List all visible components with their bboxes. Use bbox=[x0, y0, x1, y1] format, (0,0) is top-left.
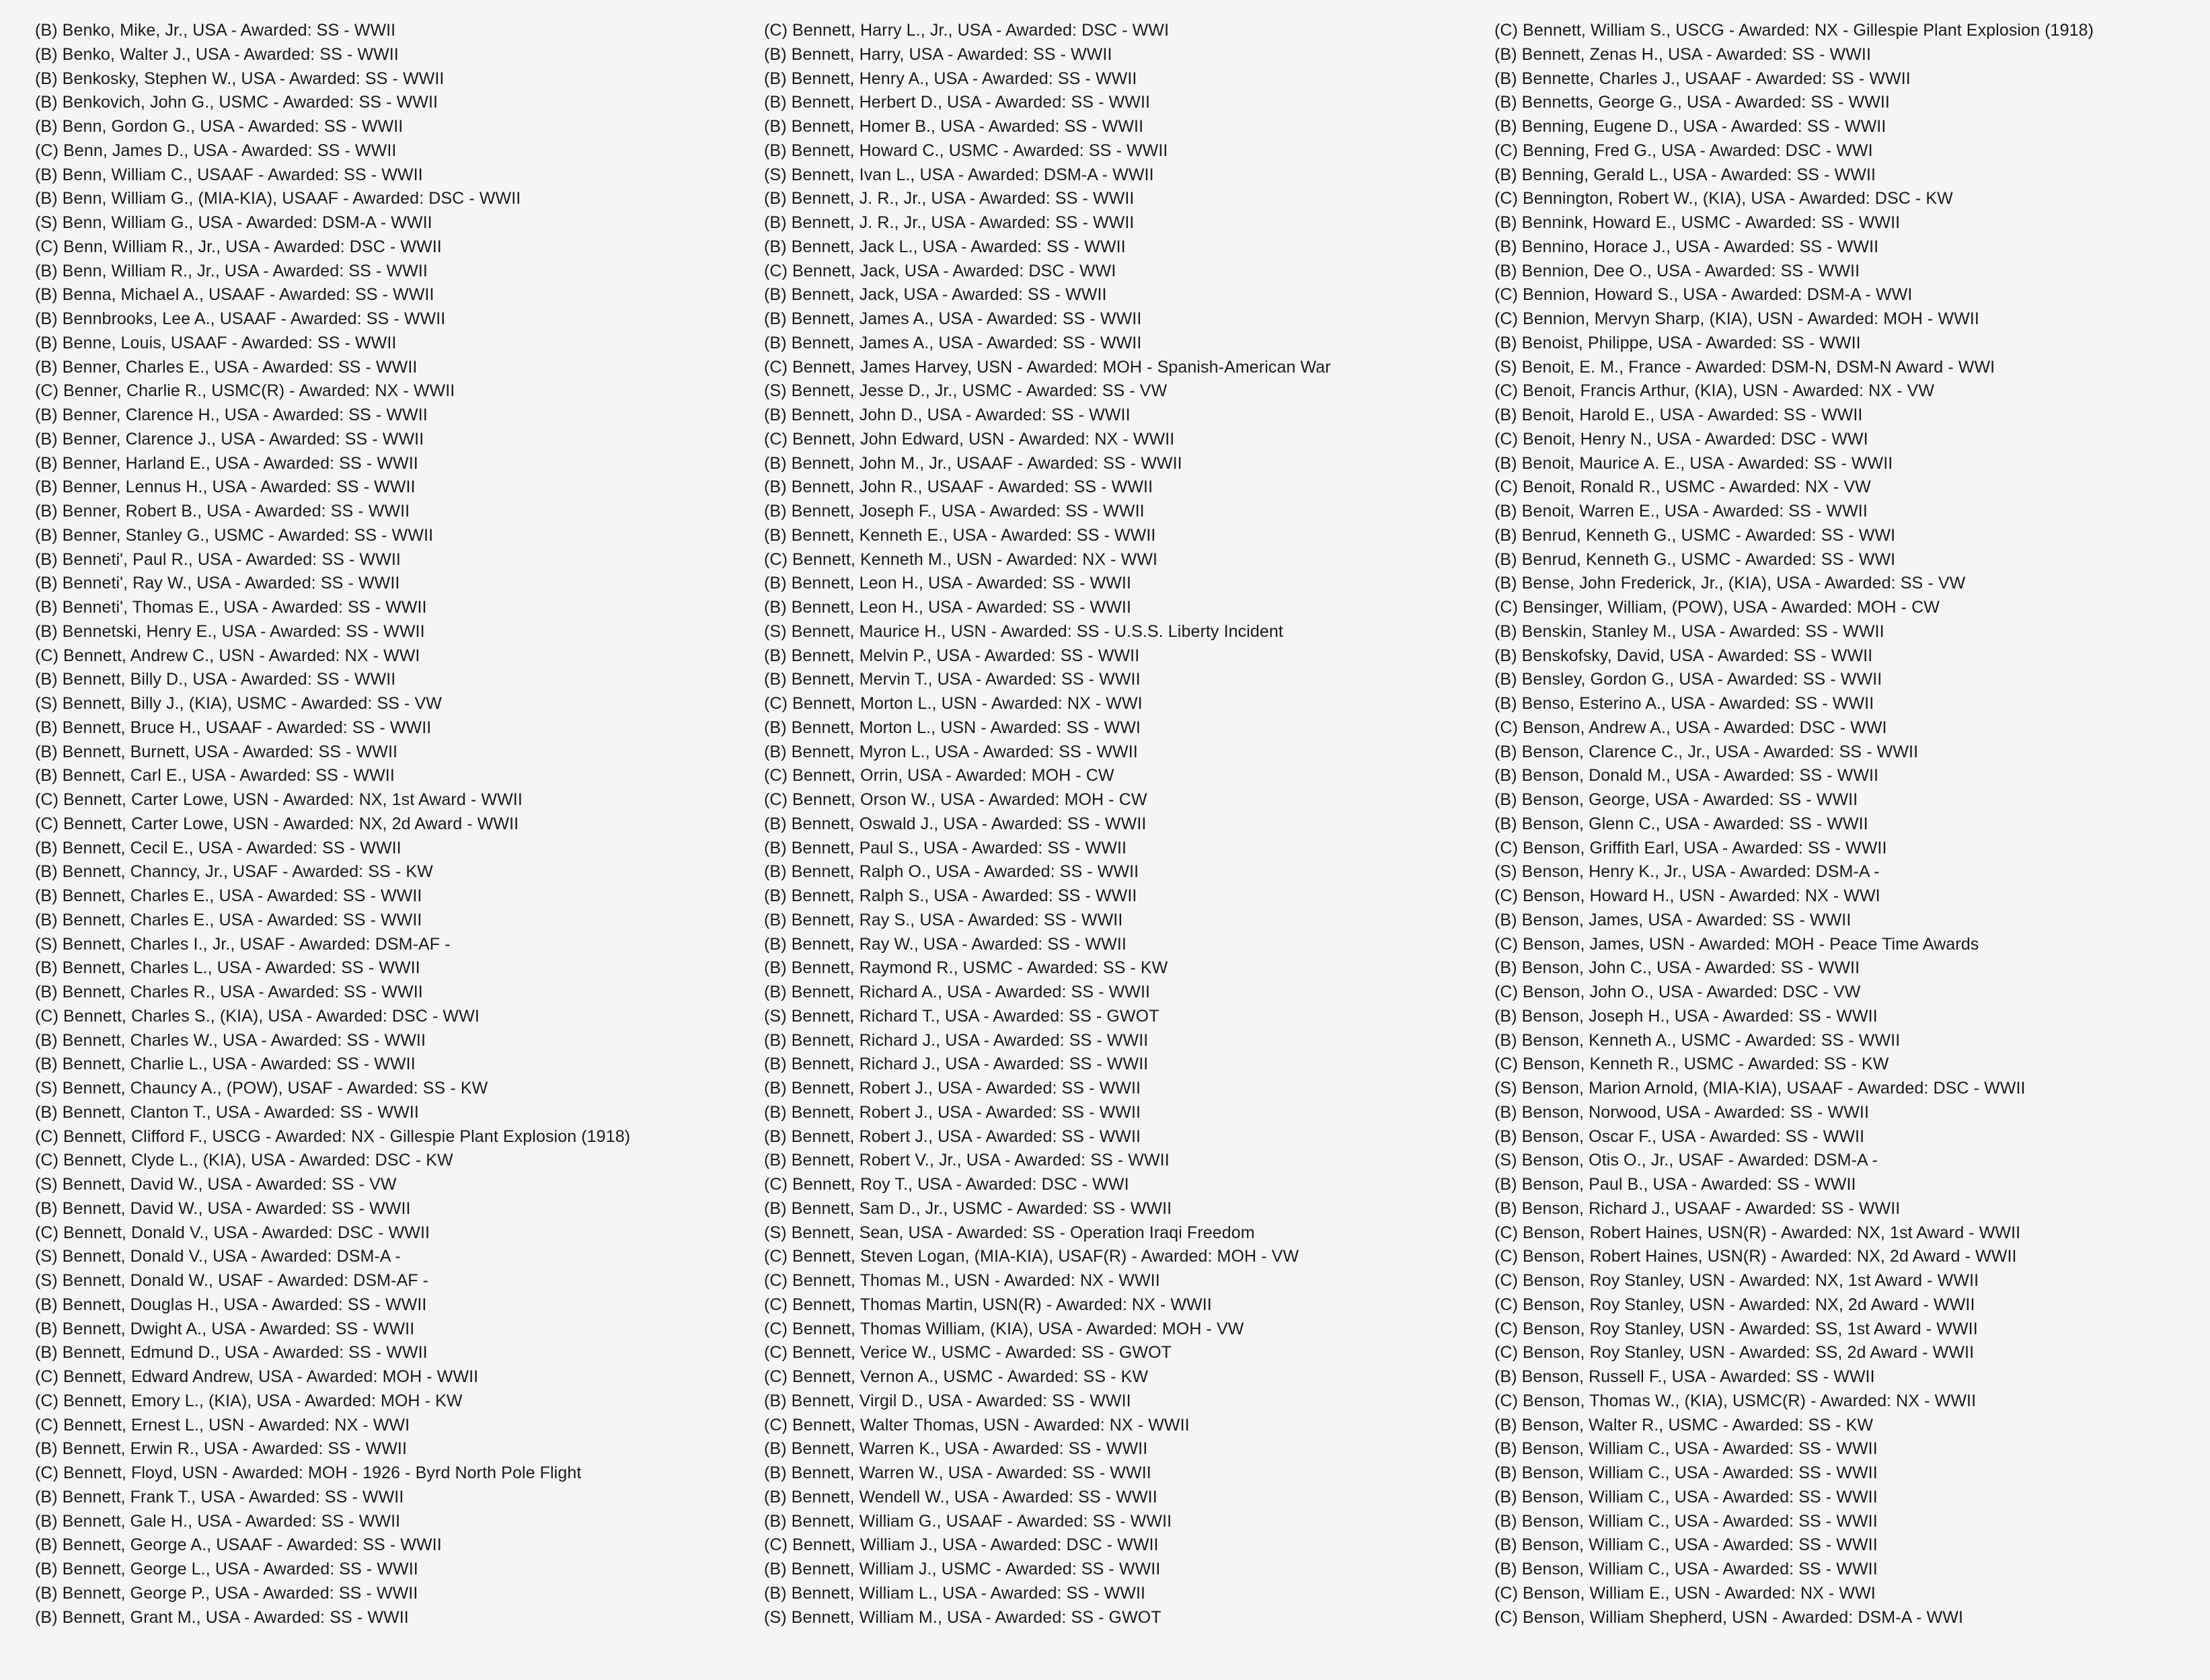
award-entry: (B) Benson, William C., USA - Awarded: SS - WWII bbox=[1494, 1535, 1878, 1555]
award-entry: (C) Benn, William R., Jr., USA - Awarded: DSC - WWII bbox=[35, 237, 442, 256]
award-entry: (B) Bennett, Charles W., USA - Awarded: SS - WWII bbox=[35, 1030, 426, 1050]
award-entry: (C) Bennett, Clyde L., (KIA), USA - Awarded: DSC - KW bbox=[35, 1151, 453, 1170]
award-entry: (B) Bennett, Ralph O., USA - Awarded: SS - WWII bbox=[764, 862, 1139, 882]
award-entry: (C) Benson, Kenneth R., USMC - Awarded: SS - KW bbox=[1494, 1055, 1889, 1074]
award-entry: (C) Benson, Griffith Earl, USA - Awarded: SS - WWII bbox=[1494, 838, 1887, 857]
award-entry: (B) Bennett, David W., USA - Awarded: SS - WWII bbox=[35, 1198, 411, 1218]
award-entry: (C) Bennett, Vernon A., USMC - Awarded: SS - KW bbox=[764, 1367, 1149, 1386]
award-entry: (B) Bennett, Warren W., USA - Awarded: SS - WWII bbox=[764, 1463, 1151, 1482]
award-entry: (B) Benson, Paul B., USA - Awarded: SS - WWII bbox=[1494, 1175, 1856, 1194]
column-3 bbox=[1494, 19, 2207, 1630]
award-entry: (B) Benner, Lennus H., USA - Awarded: SS - WWII bbox=[35, 478, 416, 497]
award-entry: (B) Benkovich, John G., USMC - Awarded: SS - WWII bbox=[35, 93, 439, 112]
award-entry: (C) Benoit, Henry N., USA - Awarded: DSC - WWI bbox=[1494, 429, 1868, 449]
award-entry: (B) Bennett, Richard J., USA - Awarded: SS - WWII bbox=[764, 1030, 1149, 1050]
award-entry: (C) Bennett, Ernest L., USN - Awarded: NX - WWI bbox=[35, 1415, 410, 1435]
award-entry: (B) Bennett, Burnett, USA - Awarded: SS - WWII bbox=[35, 742, 398, 761]
award-entry: (B) Bennett, Charles L., USA - Awarded: SS - WWII bbox=[35, 958, 420, 978]
column-2 bbox=[764, 19, 1477, 1630]
award-entry: (B) Bennett, Channcy, Jr., USAF - Awarded: SS - KW bbox=[35, 862, 433, 882]
award-entry: (C) Bennett, John Edward, USN - Awarded: NX - WWII bbox=[764, 429, 1175, 449]
award-entry: (B) Benson, Joseph H., USA - Awarded: SS - WWII bbox=[1494, 1006, 1878, 1026]
award-entry: (C) Bennett, Donald V., USA - Awarded: DSC - WWII bbox=[35, 1223, 430, 1242]
award-entry: (B) Benson, Walter R., USMC - Awarded: SS - KW bbox=[1494, 1415, 1874, 1435]
award-entry: (B) Bennett, Jack, USA - Awarded: SS - WWII bbox=[764, 285, 1107, 305]
award-entry: (B) Bennett, George P., USA - Awarded: SS - WWII bbox=[35, 1583, 418, 1603]
award-entry: (B) Bennett, Leon H., USA - Awarded: SS - WWII bbox=[764, 574, 1132, 593]
award-entry: (C) Benson, Roy Stanley, USN - Awarded: SS, 2d Award - WWII bbox=[1494, 1343, 1975, 1363]
award-entry: (B) Bennink, Howard E., USMC - Awarded: SS - WWII bbox=[1494, 213, 1901, 232]
award-entry: (B) Benrud, Kenneth G., USMC - Awarded: SS - WWI bbox=[1494, 525, 1896, 545]
award-entry: (B) Benoist, Philippe, USA - Awarded: SS - WWII bbox=[1494, 333, 1861, 352]
award-entry: (B) Bennett, William J., USMC - Awarded: SS - WWII bbox=[764, 1560, 1161, 1578]
award-entry: (C) Benson, Roy Stanley, USN - Awarded: SS, 1st Award - WWII bbox=[1494, 1319, 1978, 1338]
award-entry: (B) Bennett, Dwight A., USA - Awarded: SS - WWII bbox=[35, 1319, 415, 1338]
award-entry: (B) Benn, William C., USAAF - Awarded: SS - WWII bbox=[35, 165, 423, 184]
award-entry: (C) Benoit, Francis Arthur, (KIA), USN - Awarded: NX - VW bbox=[1494, 381, 1935, 401]
award-entry: (B) Bennett, Zenas H., USA - Awarded: SS - WWII bbox=[1494, 44, 1871, 64]
award-entry: (B) Bennett, J. R., Jr., USA - Awarded: SS - WWII bbox=[764, 213, 1135, 232]
award-entry: (C) Bennett, Floyd, USN - Awarded: MOH - 1926 - Byrd North Pole Flight bbox=[35, 1463, 582, 1482]
award-entry: (B) Bennett, Robert J., USA - Awarded: SS - WWII bbox=[764, 1102, 1141, 1122]
award-entry: (B) Benko, Mike, Jr., USA - Awarded: SS - WWII bbox=[35, 21, 396, 40]
award-entry: (B) Bennett, Bruce H., USAAF - Awarded: SS - WWII bbox=[35, 718, 432, 737]
award-entry: (B) Bennett, Ray W., USA - Awarded: SS - WWII bbox=[764, 934, 1127, 954]
award-entry: (B) Benson, Russell F., USA - Awarded: SS - WWII bbox=[1494, 1367, 1875, 1386]
award-entry: (C) Bennett, Walter Thomas, USN - Awarded: NX - WWII bbox=[764, 1415, 1190, 1435]
award-entry: (S) Benn, William G., USA - Awarded: DSM-A - WWII bbox=[35, 213, 432, 232]
award-entry: (S) Bennett, Donald V., USA - Awarded: DSM-A - bbox=[35, 1247, 401, 1266]
award-entry: (B) Bennett, Grant M., USA - Awarded: SS - WWII bbox=[35, 1607, 409, 1627]
award-entry: (C) Benoit, Ronald R., USMC - Awarded: NX - VW bbox=[1494, 478, 1871, 497]
award-entry: (C) Bennett, Steven Logan, (MIA-KIA), USAF(R) - Awarded: MOH - VW bbox=[764, 1247, 1299, 1266]
award-entry: (C) Bennett, Morton L., USN - Awarded: NX - WWI bbox=[764, 694, 1143, 713]
award-entry: (B) Benson, William C., USA - Awarded: SS - WWII bbox=[1494, 1487, 1878, 1506]
award-entry: (S) Bennett, William M., USA - Awarded: SS - GWOT bbox=[764, 1607, 1161, 1627]
award-entry: (C) Benn, James D., USA - Awarded: SS - WWII bbox=[35, 141, 397, 160]
award-entry: (S) Bennett, Sean, USA - Awarded: SS - Operation Iraqi Freedom bbox=[764, 1223, 1255, 1242]
award-entry: (B) Bennett, Harry, USA - Awarded: SS - WWII bbox=[764, 44, 1112, 64]
award-entry: (B) Bennett, Douglas H., USA - Awarded: SS - WWII bbox=[35, 1295, 427, 1314]
award-entry: (B) Bennett, Morton L., USN - Awarded: SS - WWI bbox=[764, 718, 1141, 737]
award-entry: (B) Benson, George, USA - Awarded: SS - WWII bbox=[1494, 790, 1858, 809]
award-entry: (S) Benson, Henry K., Jr., USA - Awarded: DSM-A - bbox=[1494, 862, 1880, 882]
award-entry: (B) Bennett, Robert V., Jr., USA - Awarded: SS - WWII bbox=[764, 1151, 1170, 1170]
award-entry: (B) Bensley, Gordon G., USA - Awarded: SS - WWII bbox=[1494, 670, 1882, 689]
award-entry: (B) Bennett, Warren K., USA - Awarded: SS - WWII bbox=[764, 1439, 1148, 1459]
award-entry: (C) Bennett, Roy T., USA - Awarded: DSC - WWI bbox=[764, 1175, 1129, 1194]
award-entry: (B) Bennett, Melvin P., USA - Awarded: SS - WWII bbox=[764, 646, 1140, 665]
award-entry: (B) Bennett, Charles R., USA - Awarded: SS - WWII bbox=[35, 983, 423, 1001]
award-entry: (B) Bennett, Homer B., USA - Awarded: SS - WWII bbox=[764, 117, 1144, 136]
award-entry: (B) Bennett, George A., USAAF - Awarded: SS - WWII bbox=[35, 1535, 442, 1555]
award-entry: (B) Bennett, Myron L., USA - Awarded: SS - WWII bbox=[764, 742, 1138, 761]
award-entry: (S) Benoit, E. M., France - Awarded: DSM-N, DSM-N Award - WWI bbox=[1494, 357, 1995, 377]
award-entry: (S) Bennett, David W., USA - Awarded: SS - VW bbox=[35, 1175, 397, 1194]
award-entry: (B) Benner, Harland E., USA - Awarded: SS - WWII bbox=[35, 453, 418, 473]
award-entry: (B) Benning, Gerald L., USA - Awarded: SS - WWII bbox=[1494, 165, 1876, 184]
award-entry: (C) Bennett, Kenneth M., USN - Awarded: NX - WWI bbox=[764, 549, 1158, 569]
award-entry: (B) Benskofsky, David, USA - Awarded: SS - WWII bbox=[1494, 646, 1873, 665]
award-entry: (S) Bennett, Jesse D., Jr., USMC - Awarded: SS - VW bbox=[764, 381, 1168, 401]
award-entry: (C) Benner, Charlie R., USMC(R) - Awarded: NX - WWII bbox=[35, 381, 455, 401]
award-entry: (B) Bennett, Edmund D., USA - Awarded: SS - WWII bbox=[35, 1343, 428, 1363]
award-entry: (B) Benneti', Thomas E., USA - Awarded: SS - WWII bbox=[35, 598, 427, 617]
award-entry: (B) Bennett, Paul S., USA - Awarded: SS - WWII bbox=[764, 838, 1127, 857]
award-entry: (B) Bennbrooks, Lee A., USAAF - Awarded: SS - WWII bbox=[35, 309, 446, 328]
award-entry: (C) Benson, Roy Stanley, USN - Awarded: NX, 1st Award - WWII bbox=[1494, 1271, 1979, 1290]
award-entry: (B) Benson, Clarence C., Jr., USA - Awarded: SS - WWII bbox=[1494, 742, 1919, 761]
award-entry: (B) Bennett, Robert J., USA - Awarded: SS - WWII bbox=[764, 1079, 1141, 1098]
award-entry: (B) Benoit, Maurice A. E., USA - Awarded: SS - WWII bbox=[1494, 453, 1893, 473]
award-entry: (B) Bense, John Frederick, Jr., (KIA), USA - Awarded: SS - VW bbox=[1494, 574, 1966, 593]
award-entry: (B) Benson, Kenneth A., USMC - Awarded: SS - WWII bbox=[1494, 1030, 1901, 1050]
award-entry: (C) Benson, Andrew A., USA - Awarded: DSC - WWI bbox=[1494, 718, 1887, 737]
award-entry: (B) Bennett, Leon H., USA - Awarded: SS - WWII bbox=[764, 598, 1132, 617]
award-entry: (C) Bennington, Robert W., (KIA), USA - Awarded: DSC - KW bbox=[1494, 189, 1953, 208]
award-entry: (B) Benoit, Warren E., USA - Awarded: SS - WWII bbox=[1494, 502, 1868, 521]
award-entry: (B) Benner, Stanley G., USMC - Awarded: SS - WWII bbox=[35, 525, 434, 545]
award-entry: (S) Bennett, Richard T., USA - Awarded: SS - GWOT bbox=[764, 1006, 1159, 1026]
award-entry: (B) Bennett, Kenneth E., USA - Awarded: SS - WWII bbox=[764, 525, 1156, 545]
award-entry: (C) Benson, William E., USN - Awarded: NX - WWI bbox=[1494, 1583, 1876, 1603]
award-entry: (B) Bennett, Billy D., USA - Awarded: SS - WWII bbox=[35, 670, 396, 689]
award-entry: (C) Benson, Howard H., USN - Awarded: NX - WWI bbox=[1494, 886, 1880, 905]
award-entry: (B) Benn, Gordon G., USA - Awarded: SS - WWII bbox=[35, 117, 404, 136]
award-entry: (C) Benson, John O., USA - Awarded: DSC - VW bbox=[1494, 983, 1861, 1001]
award-entry: (S) Bennett, Maurice H., USN - Awarded: SS - U.S.S. Liberty Incident bbox=[764, 621, 1283, 641]
award-entry: (B) Benson, William C., USA - Awarded: SS - WWII bbox=[1494, 1560, 1878, 1578]
award-entry: (B) Benson, James, USA - Awarded: SS - WWII bbox=[1494, 910, 1852, 929]
award-entry: (B) Bennetski, Henry E., USA - Awarded: SS - WWII bbox=[35, 621, 425, 641]
award-entry: (B) Bennett, J. R., Jr., USA - Awarded: SS - WWII bbox=[764, 189, 1135, 208]
award-entry: (C) Bensinger, William, (POW), USA - Awarded: MOH - CW bbox=[1494, 598, 1940, 617]
award-entry: (C) Bennett, James Harvey, USN - Awarded: MOH - Spanish-American War bbox=[764, 357, 1331, 377]
award-entry: (C) Bennett, Edward Andrew, USA - Awarded: MOH - WWII bbox=[35, 1367, 479, 1386]
award-entry: (B) Bennett, Mervin T., USA - Awarded: SS - WWII bbox=[764, 670, 1141, 689]
award-entry: (B) Benskin, Stanley M., USA - Awarded: SS - WWII bbox=[1494, 621, 1884, 641]
award-entry: (B) Bennett, John M., Jr., USAAF - Awarded: SS - WWII bbox=[764, 453, 1182, 473]
award-entry: (C) Benson, James, USN - Awarded: MOH - Peace Time Awards bbox=[1494, 934, 1979, 954]
award-entry: (S) Bennett, Chauncy A., (POW), USAF - Awarded: SS - KW bbox=[35, 1079, 488, 1098]
award-entry: (C) Bennett, William J., USA - Awarded: DSC - WWII bbox=[764, 1535, 1159, 1555]
award-entry: (B) Benson, Richard J., USAAF - Awarded: SS - WWII bbox=[1494, 1198, 1901, 1218]
award-entry: (B) Bennett, Erwin R., USA - Awarded: SS - WWII bbox=[35, 1439, 408, 1459]
award-entry: (C) Bennett, Orson W., USA - Awarded: MOH - CW bbox=[764, 790, 1147, 809]
award-entry: (B) Benneti', Ray W., USA - Awarded: SS - WWII bbox=[35, 574, 400, 593]
award-entry: (B) Benner, Robert B., USA - Awarded: SS - WWII bbox=[35, 502, 410, 521]
award-entry: (B) Bennett, Joseph F., USA - Awarded: SS - WWII bbox=[764, 502, 1145, 521]
award-entry: (B) Benner, Clarence H., USA - Awarded: SS - WWII bbox=[35, 406, 428, 424]
award-entry: (B) Benneti', Paul R., USA - Awarded: SS - WWII bbox=[35, 549, 401, 569]
award-entry: (S) Bennett, Donald W., USAF - Awarded: DSM-AF - bbox=[35, 1271, 429, 1290]
award-entry: (B) Benner, Charles E., USA - Awarded: SS - WWII bbox=[35, 357, 418, 377]
award-entry: (C) Bennion, Mervyn Sharp, (KIA), USN - Awarded: MOH - WWII bbox=[1494, 309, 1979, 328]
award-entry: (B) Bennett, Sam D., Jr., USMC - Awarded: SS - WWII bbox=[764, 1198, 1172, 1218]
award-entry: (B) Bennett, James A., USA - Awarded: SS - WWII bbox=[764, 333, 1142, 352]
award-entry: (B) Bennett, William G., USAAF - Awarded: SS - WWII bbox=[764, 1511, 1172, 1531]
award-entry: (C) Bennett, Orrin, USA - Awarded: MOH - CW bbox=[764, 766, 1114, 786]
award-entry: (C) Bennett, Clifford F., USCG - Awarded: NX - Gillespie Plant Explosion (1918) bbox=[35, 1127, 631, 1146]
award-entry: (C) Benson, Thomas W., (KIA), USMC(R) - Awarded: NX - WWII bbox=[1494, 1391, 1977, 1410]
award-entry: (B) Benson, Donald M., USA - Awarded: SS - WWII bbox=[1494, 766, 1879, 786]
award-entry: (C) Bennett, Emory L., (KIA), USA - Awarded: MOH - KW bbox=[35, 1391, 463, 1410]
award-entry: (C) Bennett, Charles S., (KIA), USA - Awarded: DSC - WWI bbox=[35, 1006, 480, 1026]
award-entry: (B) Bennett, Wendell W., USA - Awarded: SS - WWII bbox=[764, 1487, 1157, 1506]
award-entry: (B) Bennett, William L., USA - Awarded: SS - WWII bbox=[764, 1583, 1146, 1603]
award-entry: (B) Bennino, Horace J., USA - Awarded: SS - WWII bbox=[1494, 237, 1879, 256]
award-entry: (B) Bennett, Raymond R., USMC - Awarded: SS - KW bbox=[764, 958, 1168, 978]
award-entry: (S) Benson, Otis O., Jr., USAF - Awarded: DSM-A - bbox=[1494, 1151, 1878, 1170]
award-entry: (B) Benrud, Kenneth G., USMC - Awarded: SS - WWI bbox=[1494, 549, 1896, 569]
award-entry: (C) Bennett, Jack, USA - Awarded: DSC - WWI bbox=[764, 261, 1116, 280]
award-entry: (B) Bennetts, George G., USA - Awarded: SS - WWII bbox=[1494, 93, 1890, 112]
award-entry: (B) Bennett, Carl E., USA - Awarded: SS - WWII bbox=[35, 766, 395, 786]
award-entry: (C) Bennett, Verice W., USMC - Awarded: SS - GWOT bbox=[764, 1343, 1172, 1363]
award-entry: (C) Bennett, Harry L., Jr., USA - Awarded: DSC - WWI bbox=[764, 21, 1170, 40]
award-entry: (B) Benna, Michael A., USAAF - Awarded: SS - WWII bbox=[35, 285, 434, 305]
award-entry: (B) Benn, William R., Jr., USA - Awarded: SS - WWII bbox=[35, 261, 428, 280]
award-entry: (C) Benning, Fred G., USA - Awarded: DSC - WWI bbox=[1494, 141, 1873, 160]
award-entry: (S) Bennett, Billy J., (KIA), USMC - Awarded: SS - VW bbox=[35, 694, 442, 713]
award-entry: (B) Bennett, Henry A., USA - Awarded: SS - WWII bbox=[764, 69, 1137, 88]
award-entry: (C) Bennett, Andrew C., USN - Awarded: NX - WWI bbox=[35, 646, 420, 665]
award-entry: (C) Benson, Robert Haines, USN(R) - Awarded: NX, 1st Award - WWII bbox=[1494, 1223, 2021, 1242]
award-entry: (S) Bennett, Ivan L., USA - Awarded: DSM-A - WWII bbox=[764, 165, 1154, 184]
award-entry: (C) Bennett, Carter Lowe, USN - Awarded: NX, 2d Award - WWII bbox=[35, 814, 519, 833]
award-entry: (B) Bennette, Charles J., USAAF - Awarded: SS - WWII bbox=[1494, 69, 1911, 88]
award-entry: (B) Bennett, Howard C., USMC - Awarded: SS - WWII bbox=[764, 141, 1168, 160]
award-entry: (B) Benson, Oscar F., USA - Awarded: SS - WWII bbox=[1494, 1127, 1865, 1146]
award-entry: (C) Benson, Roy Stanley, USN - Awarded: NX, 2d Award - WWII bbox=[1494, 1295, 1975, 1314]
award-entry: (B) Bennett, James A., USA - Awarded: SS - WWII bbox=[764, 309, 1142, 328]
award-entry: (B) Bennett, Charles E., USA - Awarded: SS - WWII bbox=[35, 886, 422, 905]
award-entry: (B) Bennett, Charles E., USA - Awarded: SS - WWII bbox=[35, 910, 422, 929]
award-entry: (B) Benson, William C., USA - Awarded: SS - WWII bbox=[1494, 1439, 1878, 1459]
award-entry: (B) Bennett, John R., USAAF - Awarded: SS - WWII bbox=[764, 478, 1153, 497]
award-entry: (C) Bennett, Thomas Martin, USN(R) - Awarded: NX - WWII bbox=[764, 1295, 1212, 1314]
award-entry: (B) Bennett, Richard J., USA - Awarded: SS - WWII bbox=[764, 1055, 1149, 1074]
award-entry: (B) Bennett, Clanton T., USA - Awarded: SS - WWII bbox=[35, 1102, 419, 1122]
award-entry: (B) Bennett, Virgil D., USA - Awarded: SS - WWII bbox=[764, 1391, 1131, 1410]
award-entry: (B) Benson, Norwood, USA - Awarded: SS - WWII bbox=[1494, 1102, 1870, 1122]
award-entry: (C) Bennion, Howard S., USA - Awarded: DSM-A - WWI bbox=[1494, 285, 1913, 305]
award-entry: (B) Benson, John C., USA - Awarded: SS - WWII bbox=[1494, 958, 1860, 978]
award-entry: (C) Bennett, Thomas William, (KIA), USA - Awarded: MOH - VW bbox=[764, 1319, 1244, 1338]
award-entry: (B) Bennett, Charlie L., USA - Awarded: SS - WWII bbox=[35, 1055, 416, 1074]
award-entry: (C) Benson, William Shepherd, USN - Awarded: DSM-A - WWI bbox=[1494, 1607, 1963, 1627]
award-entry: (B) Benson, Glenn C., USA - Awarded: SS - WWII bbox=[1494, 814, 1868, 833]
award-entry: (B) Bennett, Gale H., USA - Awarded: SS - WWII bbox=[35, 1511, 401, 1531]
award-entry: (B) Bennett, Ray S., USA - Awarded: SS - WWII bbox=[764, 910, 1123, 929]
award-entry: (C) Benson, Robert Haines, USN(R) - Awarded: NX, 2d Award - WWII bbox=[1494, 1247, 2017, 1266]
award-entry: (B) Bennett, John D., USA - Awarded: SS - WWII bbox=[764, 406, 1131, 424]
award-entry: (B) Bennett, Jack L., USA - Awarded: SS - WWII bbox=[764, 237, 1126, 256]
award-entry: (B) Benn, William G., (MIA-KIA), USAAF - Awarded: DSC - WWII bbox=[35, 189, 521, 208]
award-entry: (B) Benning, Eugene D., USA - Awarded: SS - WWII bbox=[1494, 117, 1887, 136]
award-entry: (C) Bennett, Thomas M., USN - Awarded: NX - WWII bbox=[764, 1271, 1160, 1290]
award-entry: (B) Benson, William C., USA - Awarded: SS - WWII bbox=[1494, 1511, 1878, 1531]
award-entry: (B) Bennett, George L., USA - Awarded: SS - WWII bbox=[35, 1560, 418, 1578]
award-entry: (B) Bennett, Frank T., USA - Awarded: SS - WWII bbox=[35, 1487, 404, 1506]
award-entry: (B) Benner, Clarence J., USA - Awarded: SS - WWII bbox=[35, 429, 424, 449]
award-entry: (B) Bennett, Richard A., USA - Awarded: SS - WWII bbox=[764, 983, 1151, 1001]
award-entry: (B) Benne, Louis, USAAF - Awarded: SS - WWII bbox=[35, 333, 397, 352]
award-entry: (C) Bennett, Carter Lowe, USN - Awarded: NX, 1st Award - WWII bbox=[35, 790, 523, 809]
award-entry: (B) Bennett, Ralph S., USA - Awarded: SS - WWII bbox=[764, 886, 1137, 905]
award-entry: (B) Benso, Esterino A., USA - Awarded: SS - WWII bbox=[1494, 694, 1874, 713]
award-entry: (B) Bennett, Robert J., USA - Awarded: SS - WWII bbox=[764, 1127, 1141, 1146]
award-entry: (B) Bennett, Cecil E., USA - Awarded: SS - WWII bbox=[35, 838, 402, 857]
award-entry: (B) Bennion, Dee O., USA - Awarded: SS - WWII bbox=[1494, 261, 1860, 280]
award-entry: (B) Benko, Walter J., USA - Awarded: SS - WWII bbox=[35, 44, 399, 64]
award-entry: (S) Bennett, Charles I., Jr., USAF - Awarded: DSM-AF - bbox=[35, 934, 451, 954]
award-entry: (B) Benoit, Harold E., USA - Awarded: SS - WWII bbox=[1494, 406, 1863, 424]
award-entry: (B) Bennett, Herbert D., USA - Awarded: SS - WWII bbox=[764, 93, 1151, 112]
column-1 bbox=[35, 19, 748, 1630]
award-entry: (B) Benkosky, Stephen W., USA - Awarded: SS - WWII bbox=[35, 69, 445, 88]
award-entry: (B) Bennett, Oswald J., USA - Awarded: SS - WWII bbox=[764, 814, 1147, 833]
award-entry: (C) Bennett, William S., USCG - Awarded: NX - Gillespie Plant Explosion (1918) bbox=[1494, 21, 2094, 40]
award-entry: (S) Benson, Marion Arnold, (MIA-KIA), USAAF - Awarded: DSC - WWII bbox=[1494, 1079, 2026, 1098]
award-entry: (B) Benson, William C., USA - Awarded: SS - WWII bbox=[1494, 1463, 1878, 1482]
